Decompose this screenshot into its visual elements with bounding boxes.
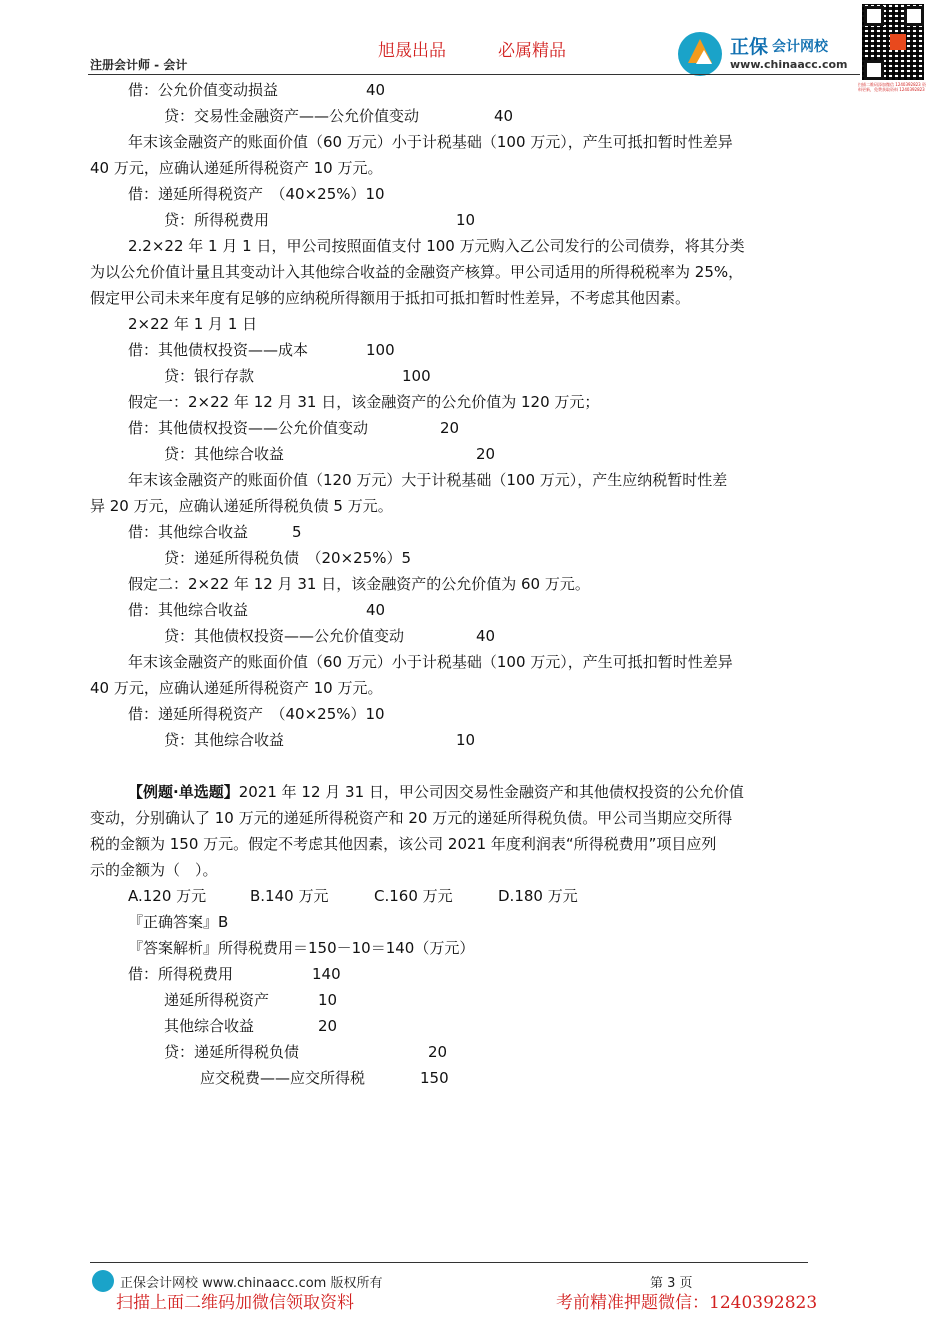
option-b: B.140 万元	[250, 887, 329, 905]
header-course-label: 注册会计师 - 会计	[90, 58, 188, 72]
body-line: 借：递延所得税资产 （40×25%）10	[128, 185, 385, 203]
journal-entry-line: 其他综合收益	[164, 1017, 255, 1035]
entry-amount: 100	[402, 367, 431, 385]
entry-amount: 20	[476, 445, 496, 463]
logo-url: www.chinaacc.com	[730, 58, 848, 71]
example-question-line-1: 【例题·单选题】2021 年 12 月 31 日，甲公司因交易性金融资产和其他债权投资的公允价值	[128, 783, 744, 801]
entry-amount: 10	[456, 731, 476, 749]
footer-divider	[90, 1262, 808, 1263]
option-c: C.160 万元	[374, 887, 453, 905]
entry-amount: 100	[366, 341, 395, 359]
body-line: 贷：其他综合收益	[164, 445, 285, 463]
body-line: 借：其他债权投资——公允价值变动	[128, 419, 369, 437]
entry-amount: 5	[292, 523, 302, 541]
footer-promo-left: 扫描上面二维码加微信领取资料	[116, 1293, 354, 1313]
journal-entry-line: 借：所得税费用	[128, 965, 234, 983]
correct-answer: 『正确答案』B	[128, 913, 229, 931]
body-line: 为以公允价值计量且其变动计入其他综合收益的金融资产核算。甲公司适用的所得税税率为 25%，	[90, 263, 744, 281]
entry-amount: 10	[456, 211, 476, 229]
body-line: 年末该金融资产的账面价值（60 万元）小于计税基础（100 万元），产生可抵扣暂时性差异	[128, 653, 733, 671]
entry-amount: 40	[366, 601, 386, 619]
body-line: 贷：其他债权投资——公允价值变动	[164, 627, 405, 645]
entry-amount: 20	[440, 419, 460, 437]
logo-name: 正保	[730, 36, 769, 58]
header-tagline-right: 必属精品	[498, 41, 566, 61]
body-line: 2.2×22 年 1 月 1 日，甲公司按照面值支付 100 万元购入乙公司发行的公司债券，将其分类	[128, 237, 745, 255]
answer-analysis: 『答案解析』所得税费用＝150－10＝140（万元）	[128, 939, 475, 957]
journal-entry-line: 贷：递延所得税负债	[164, 1043, 300, 1061]
body-line: 借：公允价值变动损益	[128, 81, 279, 99]
entry-amount: 40	[366, 81, 386, 99]
journal-entry-amount: 10	[318, 991, 338, 1009]
body-line: 40 万元，应确认递延所得税资产 10 万元。	[90, 679, 383, 697]
body-line: 假定二：2×22 年 12 月 31 日，该金融资产的公允价值为 60 万元。	[128, 575, 590, 593]
example-question-line-3: 税的金额为 150 万元。假定不考虑其他因素，该公司 2021 年度利润表“所得税费用”项目应列	[90, 835, 717, 853]
body-line: 40 万元，应确认递延所得税资产 10 万元。	[90, 159, 383, 177]
qr-caption: 扫描二维码添加微信 1240392823 资料更新，免费获取资料 1240392823	[858, 82, 926, 92]
body-line: 贷：银行存款	[164, 367, 255, 385]
body-line: 借：递延所得税资产 （40×25%）10	[128, 705, 385, 723]
entry-amount: 40	[476, 627, 496, 645]
body-line: 异 20 万元，应确认递延所得税负债 5 万元。	[90, 497, 393, 515]
body-line: 年末该金融资产的账面价值（120 万元）大于计税基础（100 万元），产生应纳税暂时性差	[128, 471, 728, 489]
example-question-line-2: 变动，分别确认了 10 万元的递延所得税资产和 20 万元的递延所得税负债。甲公司当期应交所得	[90, 809, 733, 827]
option-a: A.120 万元	[128, 887, 207, 905]
footer-copyright: 正保会计网校 www.chinaacc.com 版权所有	[120, 1276, 383, 1291]
page-number: 第 3 页	[650, 1276, 693, 1291]
entry-amount: 40	[494, 107, 514, 125]
header-tagline-left: 旭晟出品	[378, 41, 446, 61]
footer-logo-icon	[92, 1270, 114, 1292]
body-line: 贷：其他综合收益	[164, 731, 285, 749]
qr-badge-icon	[890, 34, 906, 50]
journal-entry-amount: 140	[312, 965, 341, 983]
body-line: 假定甲公司未来年度有足够的应纳税所得额用于抵扣可抵扣暂时性差异，不考虑其他因素。	[90, 289, 691, 307]
body-line: 贷：所得税费用	[164, 211, 270, 229]
journal-entry-line: 递延所得税资产	[164, 991, 270, 1009]
body-line: 年末该金融资产的账面价值（60 万元）小于计税基础（100 万元），产生可抵扣暂时性差异	[128, 133, 733, 151]
logo-name-suffix: 会计网校	[772, 39, 828, 55]
journal-entry-amount: 20	[428, 1043, 448, 1061]
example-tag: 【例题·单选题】	[128, 783, 239, 801]
qr-code-icon	[862, 4, 924, 80]
body-line: 借：其他综合收益	[128, 601, 249, 619]
journal-entry-amount: 20	[318, 1017, 338, 1035]
body-line: 贷：递延所得税负债 （20×25%）5	[164, 549, 412, 567]
option-d: D.180 万元	[498, 887, 578, 905]
body-line: 贷：交易性金融资产——公允价值变动	[164, 107, 420, 125]
body-line: 借：其他债权投资——成本	[128, 341, 309, 359]
body-line: 假定一：2×22 年 12 月 31 日，该金融资产的公允价值为 120 万元；	[128, 393, 600, 411]
body-line: 借：其他综合收益	[128, 523, 249, 541]
journal-entry-amount: 150	[420, 1069, 449, 1087]
header-divider	[88, 74, 860, 75]
journal-entry-line: 应交税费——应交所得税	[200, 1069, 366, 1087]
body-line: 2×22 年 1 月 1 日	[128, 315, 258, 333]
footer-promo-right: 考前精准押题微信：1240392823	[556, 1293, 818, 1313]
example-question-line-4: 示的金额为（ ）。	[90, 861, 218, 879]
chinaacc-logo[interactable]	[678, 30, 863, 76]
